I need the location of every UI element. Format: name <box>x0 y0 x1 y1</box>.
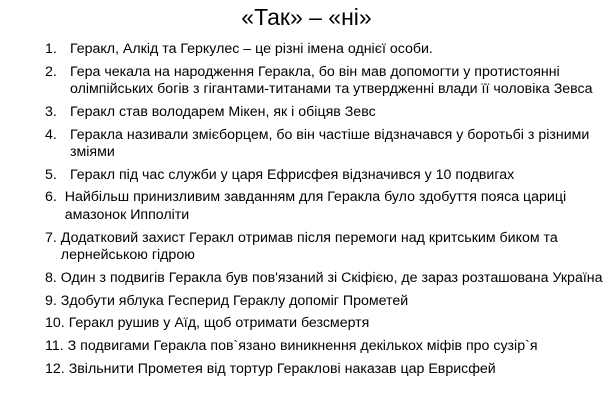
list-item <box>45 104 605 122</box>
item-text: З подвигами Геракла пов`язано виникнення декількох міфів про сузір`я <box>67 337 538 354</box>
item-number: 4. <box>45 126 57 143</box>
list-item <box>45 293 605 311</box>
item-text: Додатковий захист Геракл отримав після перемоги над критським биком та лернейською гідрою <box>60 229 558 264</box>
statement-list <box>45 41 605 383</box>
item-number: 6. <box>45 189 57 206</box>
item-number: 7. <box>45 229 57 246</box>
item-number: 1. <box>45 41 57 57</box>
item-text: Геракл під час служби у царя Ефрисфея відзначився у 10 подвигах <box>70 166 515 183</box>
item-number: 12. <box>45 360 65 377</box>
item-number: 11. <box>45 337 64 354</box>
list-item <box>45 64 605 99</box>
item-number: 8. <box>45 269 57 286</box>
list-item <box>45 315 605 333</box>
item-text: Звільнити Прометея від тортур Гераклові наказав цар Еврисфей <box>68 360 496 377</box>
list-item <box>45 41 605 59</box>
list-item <box>45 127 605 162</box>
list-item <box>45 338 605 356</box>
item-text: Один з подвигів Геракла був пов'язаний зі Скіфією, де зараз розташована Україна <box>60 269 603 286</box>
item-number: 2. <box>45 63 57 80</box>
item-text: Геракла називали змієборцем, бо він частіше відзначався у боротьбі з різними зміями <box>70 126 590 161</box>
slide-title: «Так» – «ні» <box>241 4 372 30</box>
item-text: Геракл став володарем Мікен, як і обіцяв Зевс <box>70 103 376 120</box>
list-item <box>45 189 605 224</box>
item-text: Здобути яблука Гесперид Гераклу допоміг Прометей <box>60 292 409 309</box>
list-item <box>45 361 605 379</box>
list-item <box>45 230 605 265</box>
item-text: Геракл рушив у Аїд, щоб отримати безсмертя <box>68 315 370 332</box>
item-number: 9. <box>45 292 57 309</box>
item-text: Найбільш принизливим завданням для Геракла було здобуття пояса цариці амазонок Ипполіти <box>64 189 567 223</box>
item-text: Геракл, Алкід та Геркулес – це різні імена однієї особи. <box>70 41 433 57</box>
list-item <box>45 167 605 185</box>
list-item <box>45 270 605 288</box>
item-number: 10. <box>45 315 65 332</box>
item-number: 5. <box>45 166 57 183</box>
item-number: 3. <box>45 103 57 120</box>
item-text: Гера чекала на народження Геракла, бо він мав допомогти у протистоянні олімпійських богів з гігантами-титанами та утвердженні влади її чоловіка Зевса <box>70 63 593 98</box>
